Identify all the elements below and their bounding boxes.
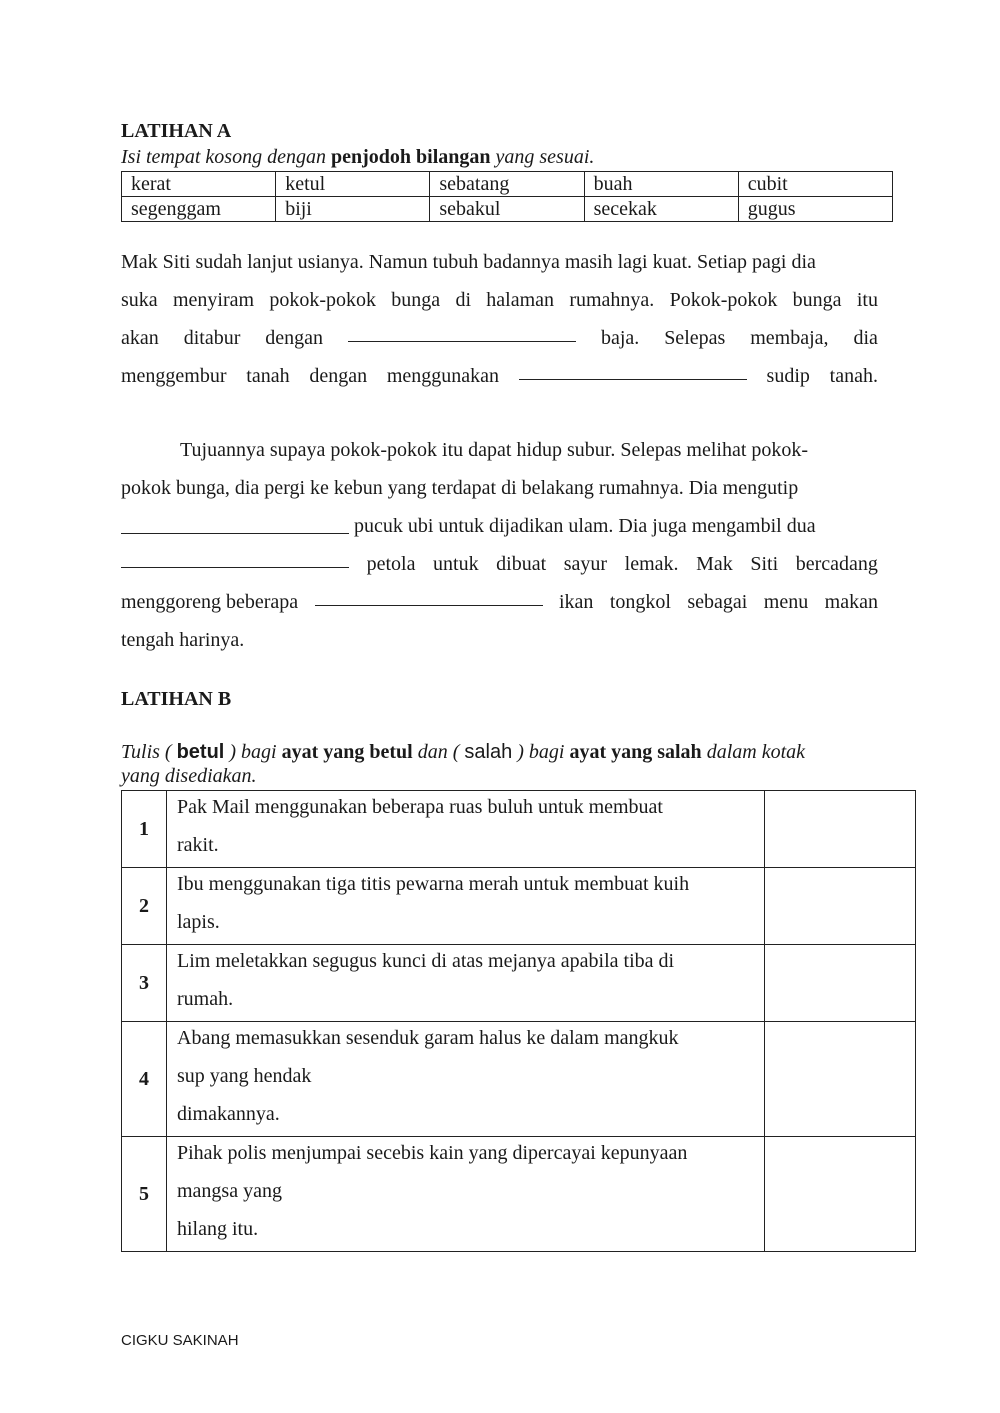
answer-box-3[interactable] — [765, 945, 916, 1022]
betul-keyword: betul — [176, 741, 225, 763]
passage-line: Mak Siti sudah lanjut usianya. Namun tubuh badannya masih lagi kuat. Setiap pagi dia — [121, 251, 816, 273]
word-cell: gugus — [738, 197, 892, 222]
salah-keyword: salah — [464, 741, 513, 763]
latihan-a-instruction: Isi tempat kosong dengan penjodoh bilangan yang sesuai. — [121, 146, 595, 168]
answer-blank-2[interactable] — [519, 357, 747, 380]
word-bank-row — [122, 197, 893, 222]
answer-blank-1[interactable] — [348, 319, 576, 342]
true-false-table — [121, 790, 916, 1252]
word-cell: kerat — [122, 172, 276, 197]
footer-author: CIGKU SAKINAH — [121, 1332, 239, 1349]
passage-line: petola untuk dibuat sayur lemak. Mak Siti bercadang — [121, 545, 878, 583]
passage-line: pokok bunga, dia pergi ke kebun yang terdapat di belakang rumahnya. Dia mengutip — [121, 477, 799, 499]
word-cell: cubit — [738, 172, 892, 197]
latihan-b-title: LATIHAN B — [121, 688, 232, 710]
passage-line: Tujuannya supaya pokok-pokok itu dapat hidup subur. Selepas melihat pokok- — [180, 439, 809, 461]
table-row — [122, 868, 916, 945]
answer-box-5[interactable] — [765, 1137, 916, 1252]
passage-line: suka menyiram pokok-pokok bunga di halaman rumahnya. Pokok-pokok bunga itu — [121, 289, 878, 311]
table-row — [122, 945, 916, 1022]
table-row — [122, 791, 916, 868]
answer-blank-3[interactable] — [121, 511, 349, 534]
word-cell: secekak — [584, 197, 738, 222]
word-cell: sebakul — [430, 197, 584, 222]
answer-blank-5[interactable] — [315, 583, 543, 606]
table-row — [122, 1137, 916, 1252]
latihan-a-title: LATIHAN A — [121, 120, 232, 142]
word-cell: ketul — [276, 172, 430, 197]
passage-paragraph-2 — [121, 431, 878, 659]
item-statement: Ibu menggunakan tiga titis pewarna merah untuk membuat kuih lapis. — [167, 868, 765, 945]
passage-line: pucuk ubi untuk dijadikan ulam. Dia juga mengambil dua — [121, 507, 878, 545]
item-statement: Lim meletakkan segugus kunci di atas mejanya apabila tiba di rumah. — [167, 945, 765, 1022]
word-bank-table — [121, 171, 893, 222]
answer-blank-4[interactable] — [121, 545, 349, 568]
item-number: 1 — [122, 791, 167, 868]
passage-paragraph-1 — [121, 243, 878, 395]
item-statement: Abang memasukkan sesenduk garam halus ke dalam mangkuk sup yang hendak dimakannya. — [167, 1022, 765, 1137]
item-number: 5 — [122, 1137, 167, 1252]
item-number: 2 — [122, 868, 167, 945]
answer-box-4[interactable] — [765, 1022, 916, 1137]
answer-box-2[interactable] — [765, 868, 916, 945]
passage-line: menggoreng beberapa ikan tongkol sebagai menu makan — [121, 583, 878, 621]
word-cell: biji — [276, 197, 430, 222]
item-number: 3 — [122, 945, 167, 1022]
item-number: 4 — [122, 1022, 167, 1137]
word-cell: segenggam — [122, 197, 276, 222]
item-statement: Pihak polis menjumpai secebis kain yang dipercayai kepunyaan mangsa yang hilang itu. — [167, 1137, 765, 1252]
passage-line: tengah harinya. — [121, 629, 245, 651]
item-statement: Pak Mail menggunakan beberapa ruas buluh untuk membuat rakit. — [167, 791, 765, 868]
word-cell: buah — [584, 172, 738, 197]
passage-line: akan ditabur dengan baja. Selepas membaja, dia — [121, 319, 878, 357]
latihan-b-instruction: Tulis ( betul ) bagi ayat yang betul dan ( salah ) bagi ayat yang salah dalam kotak yang disediakan. — [121, 741, 805, 787]
word-bank-row — [122, 172, 893, 197]
answer-box-1[interactable] — [765, 791, 916, 868]
table-row — [122, 1022, 916, 1137]
passage-line: menggembur tanah dengan menggunakan sudip tanah. — [121, 357, 878, 395]
word-cell: sebatang — [430, 172, 584, 197]
